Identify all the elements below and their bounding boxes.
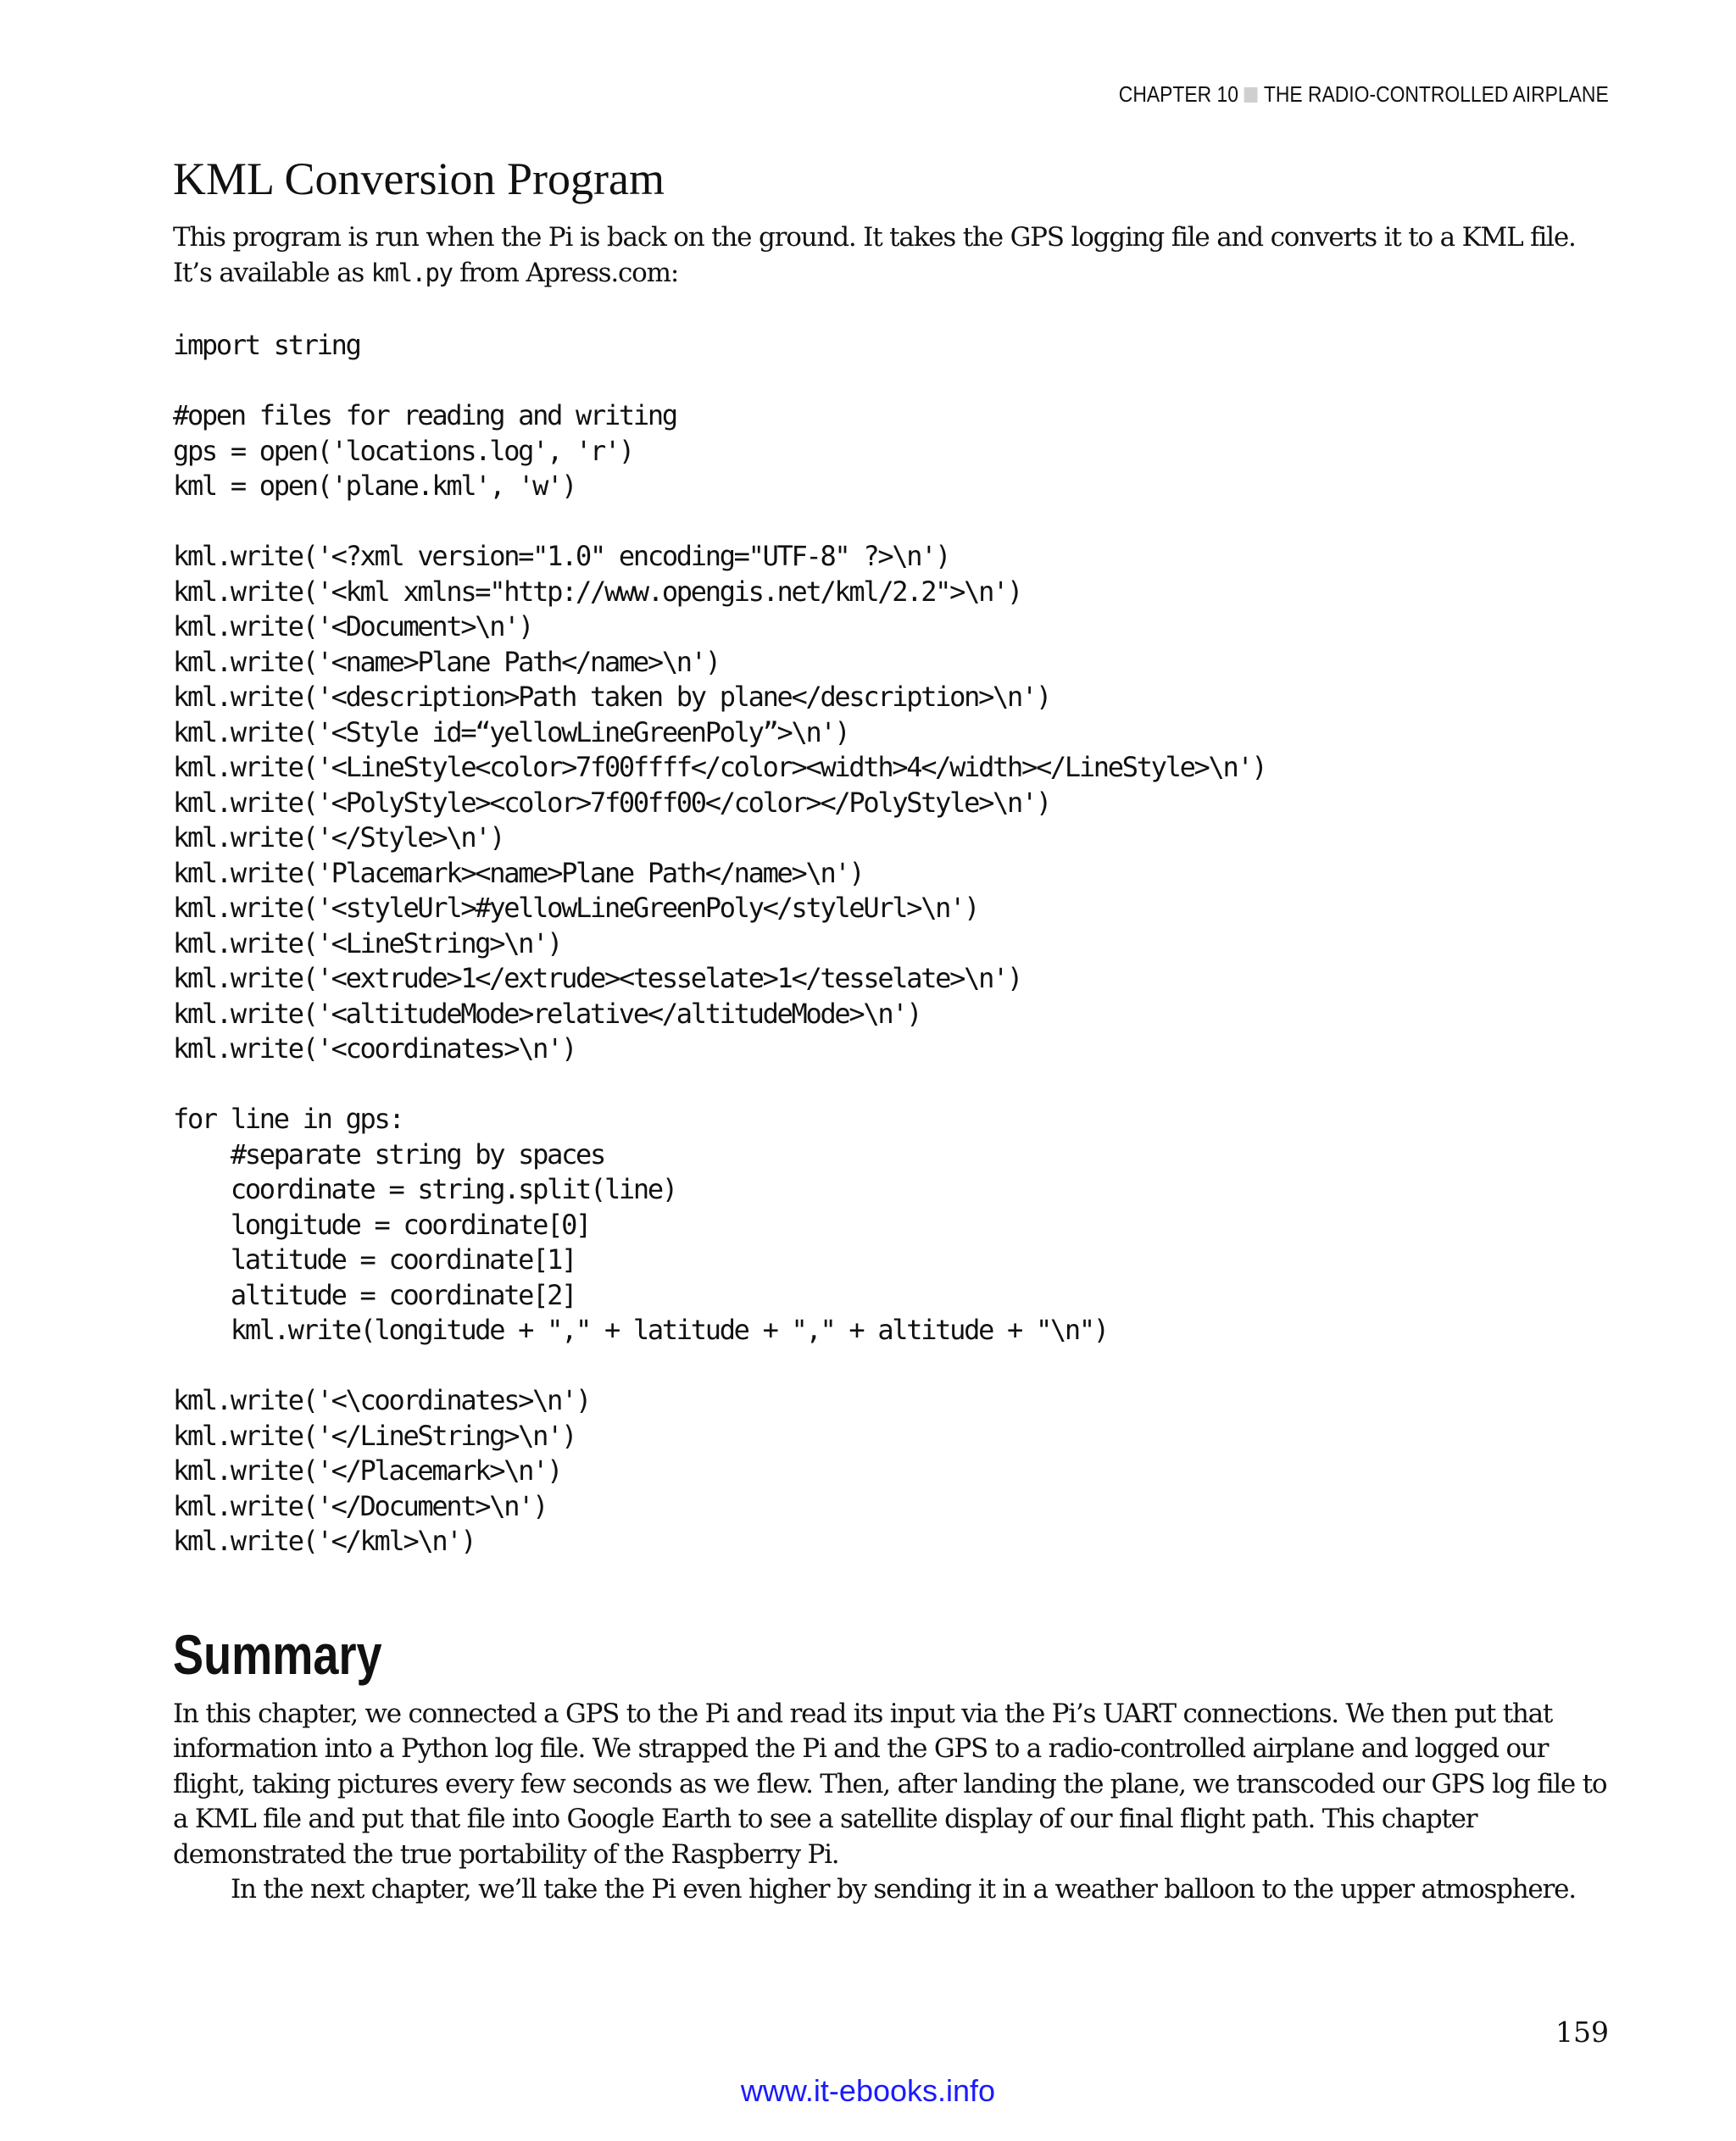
code-line: kml.write('<styleUrl>#yellowLineGreenPoly</styleUrl>\n') bbox=[173, 892, 979, 924]
code-line: coordinate = string.split(line) bbox=[173, 1173, 676, 1205]
summary-heading: Summary bbox=[173, 1622, 382, 1686]
code-line bbox=[173, 504, 1614, 540]
code-line: kml.write('</kml>\n') bbox=[173, 1525, 476, 1557]
intro-text-after: from Apress.com: bbox=[452, 257, 679, 288]
section-title: KML Conversion Program bbox=[173, 153, 665, 204]
code-line: kml.write('<name>Plane Path</name>\n') bbox=[173, 645, 720, 678]
code-line: #separate string by spaces bbox=[173, 1137, 604, 1171]
code-line: kml.write('<PolyStyle><color>7f00ff00</color></PolyStyle>\n') bbox=[173, 786, 1050, 819]
chapter-label: CHAPTER 10 bbox=[1119, 81, 1239, 107]
code-line: kml.write('</LineString>\n') bbox=[173, 1419, 576, 1452]
code-line: #open files for reading and writing bbox=[173, 399, 676, 431]
code-line bbox=[173, 1349, 1614, 1384]
code-line: gps = open('locations.log', 'r') bbox=[173, 434, 633, 467]
separator-square-icon bbox=[1244, 87, 1258, 103]
code-listing bbox=[173, 328, 1614, 1560]
summary-paragraph-1: In this chapter, we connected a GPS to the Pi and read its input via the Pi’s UART connections. We then put that information into a Python log file. We strapped the Pi and the GPS to a radio-controlled airplane and logged our flight, taking pictures every few seconds as we flew. Then, after landing the plane, we transcoded our GPS log file to a KML file and put that file into Google Earth to see a satellite display of our final flight path. This chapter demonstrated the true portability of the Raspberry Pi. bbox=[173, 1698, 1607, 1870]
code-line: kml.write('<LineStyle<color>7f00ffff</color><width>4</width></LineStyle>\n') bbox=[173, 751, 1266, 783]
intro-text-before: This program is run when the Pi is back on the ground. It takes the GPS logging file and converts it to a KML file. It’s available as bbox=[173, 222, 1576, 288]
code-line: kml.write('</Placemark>\n') bbox=[173, 1454, 562, 1487]
code-line: for line in gps: bbox=[173, 1103, 403, 1135]
running-head bbox=[1119, 81, 1609, 108]
code-line: kml.write('<?xml version="1.0" encoding="UTF-8" ?>\n') bbox=[173, 540, 950, 572]
code-line: kml.write('<\coordinates>\n') bbox=[173, 1384, 591, 1416]
footer-link[interactable]: www.it-ebooks.info bbox=[740, 2073, 996, 2108]
code-line bbox=[173, 1067, 1614, 1103]
code-line: latitude = coordinate[1] bbox=[173, 1243, 576, 1276]
code-line: kml.write('<altitudeMode>relative</altitudeMode>\n') bbox=[173, 997, 921, 1030]
code-line: kml.write('<coordinates>\n') bbox=[173, 1032, 576, 1065]
summary-paragraph-2: In the next chapter, we’ll take the Pi even higher by sending it in a weather balloon to the upper atmosphere. bbox=[231, 1874, 1576, 1905]
code-line: kml.write('</Style>\n') bbox=[173, 821, 504, 854]
code-line: kml.write('Placemark><name>Plane Path</name>\n') bbox=[173, 856, 864, 889]
code-line: kml.write(longitude + "," + latitude + "," + altitude + "\n") bbox=[173, 1314, 1108, 1346]
page-number: 159 bbox=[1555, 2016, 1609, 2049]
inline-code-filename: kml.py bbox=[370, 258, 453, 287]
code-line: kml.write('<Document>\n') bbox=[173, 610, 533, 642]
code-line: kml.write('<Style id=“yellowLineGreenPoly”>\n') bbox=[173, 715, 849, 748]
code-line: longitude = coordinate[0] bbox=[173, 1208, 591, 1241]
intro-paragraph bbox=[173, 220, 1614, 291]
code-line: kml = open('plane.kml', 'w') bbox=[173, 470, 576, 502]
code-line: kml.write('<description>Path taken by plane</description>\n') bbox=[173, 681, 1050, 713]
code-line: import string bbox=[173, 329, 360, 361]
code-line: altitude = coordinate[2] bbox=[173, 1278, 576, 1311]
page-content bbox=[173, 149, 1614, 1908]
code-line: kml.write('</Document>\n') bbox=[173, 1489, 548, 1522]
chapter-title: THE RADIO-CONTROLLED AIRPLANE bbox=[1264, 81, 1609, 107]
code-line: kml.write('<LineString>\n') bbox=[173, 926, 562, 959]
code-line: kml.write('<extrude>1</extrude><tesselate>1</tesselate>\n') bbox=[173, 962, 1021, 994]
code-line bbox=[173, 364, 1614, 399]
code-line: kml.write('<kml xmlns="http://www.opengis.net/kml/2.2">\n') bbox=[173, 575, 1021, 608]
